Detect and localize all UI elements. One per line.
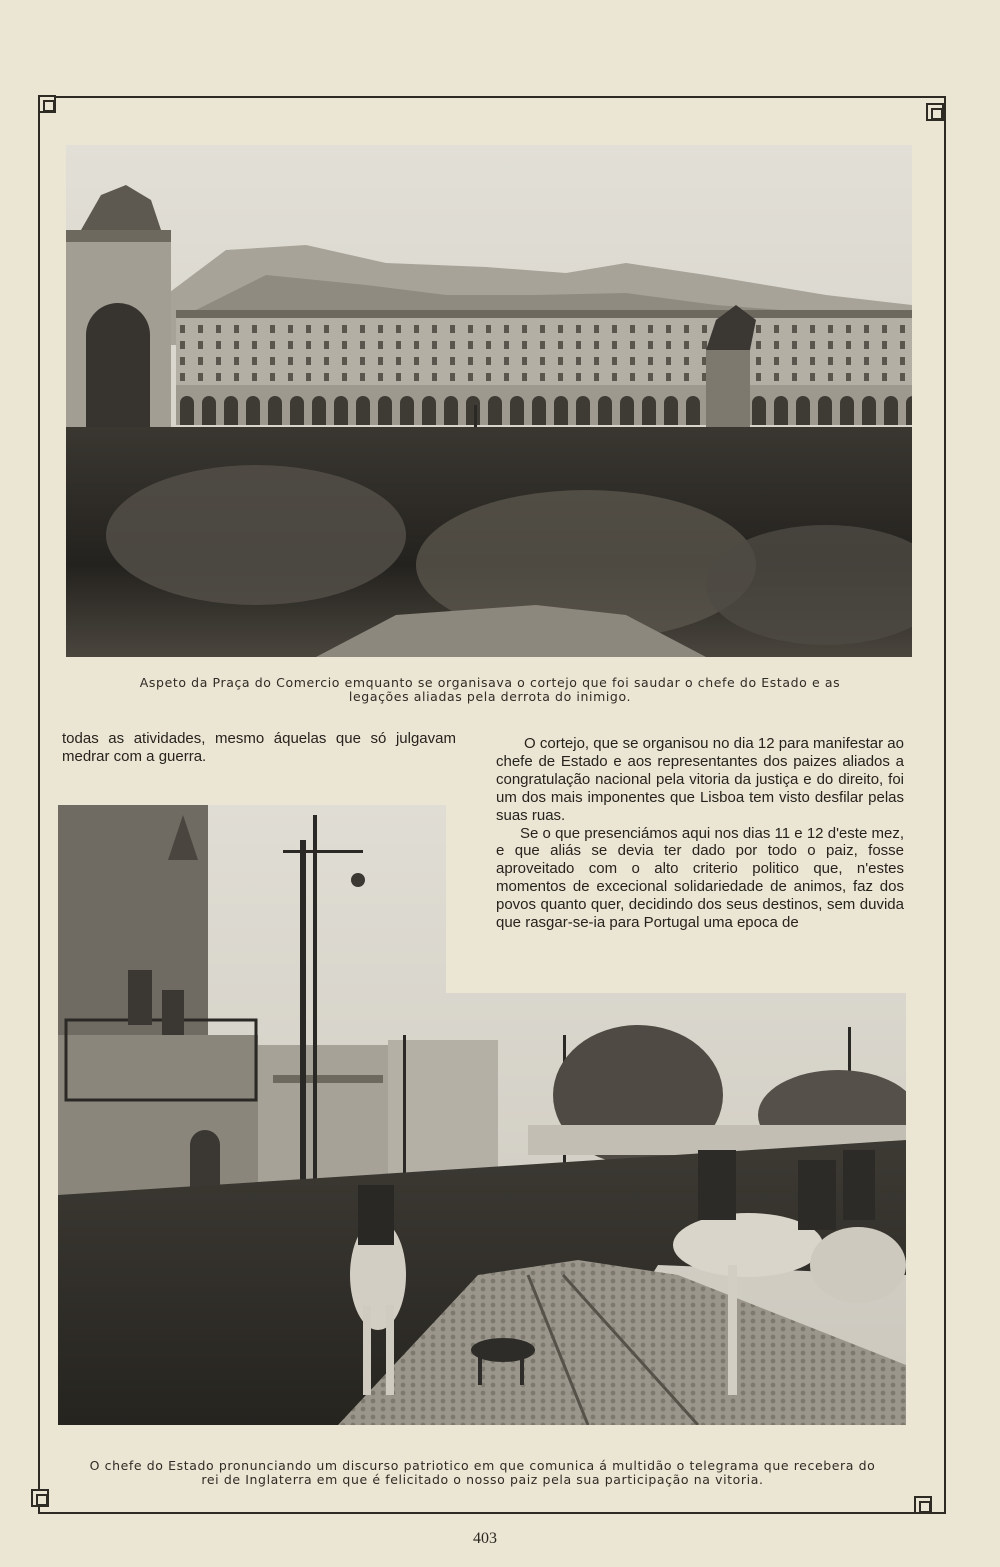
corner-ornament-bottom-right: [914, 1496, 932, 1514]
corner-ornament-top-right: [926, 103, 944, 121]
top-photo-caption: Aspeto da Praça do Comercio emquanto se organisava o cortejo que foi saudar o chefe do Estado e as legações aliadas pela derrota do inimigo.: [139, 675, 841, 704]
photo-praca-do-comercio: [66, 145, 912, 657]
left-column-paragraph: todas as atividades, mesmo áquelas que só julgavam medrar com a guerra.: [62, 730, 456, 765]
right-column-paragraph-1: O cortejo, que se organisou no dia 12 para manifestar ao chefe de Estado e aos representantes dos paizes aliados a congratulação nacional pela vitoria da justiça e do direito, foi um dos mais imponentes que Lisboa tem visto desfilar pelas suas ruas.: [496, 735, 904, 824]
left-column-text: [62, 730, 456, 766]
right-column-text: [496, 735, 904, 932]
bottom-photo-caption: O chefe do Estado pronunciando um discurso patriotico em que comunica á multidão o telegrama que recebera do rei de Inglaterra em que é felicitado o nosso paiz pela sua participação na vitoria.: [89, 1458, 876, 1487]
right-column-paragraph-2: Se o que presenciámos aqui nos dias 11 e 12 d'este mez, e que aliás se devia ter dado por todo o paiz, fosse aproveitado com o alto criterio politico que, n'estes momentos de excecional solidariedade de animos, faz dos povos quanto quer, decidindo dos seus destinos, sem duvida que rasgar-se-ia para Portugal uma epoca de: [496, 824, 904, 932]
corner-ornament-top-left: [38, 95, 56, 113]
photo-praca-drawing: [66, 145, 912, 657]
corner-ornament-bottom-left: [31, 1489, 49, 1507]
page-number: 403: [473, 1530, 497, 1547]
